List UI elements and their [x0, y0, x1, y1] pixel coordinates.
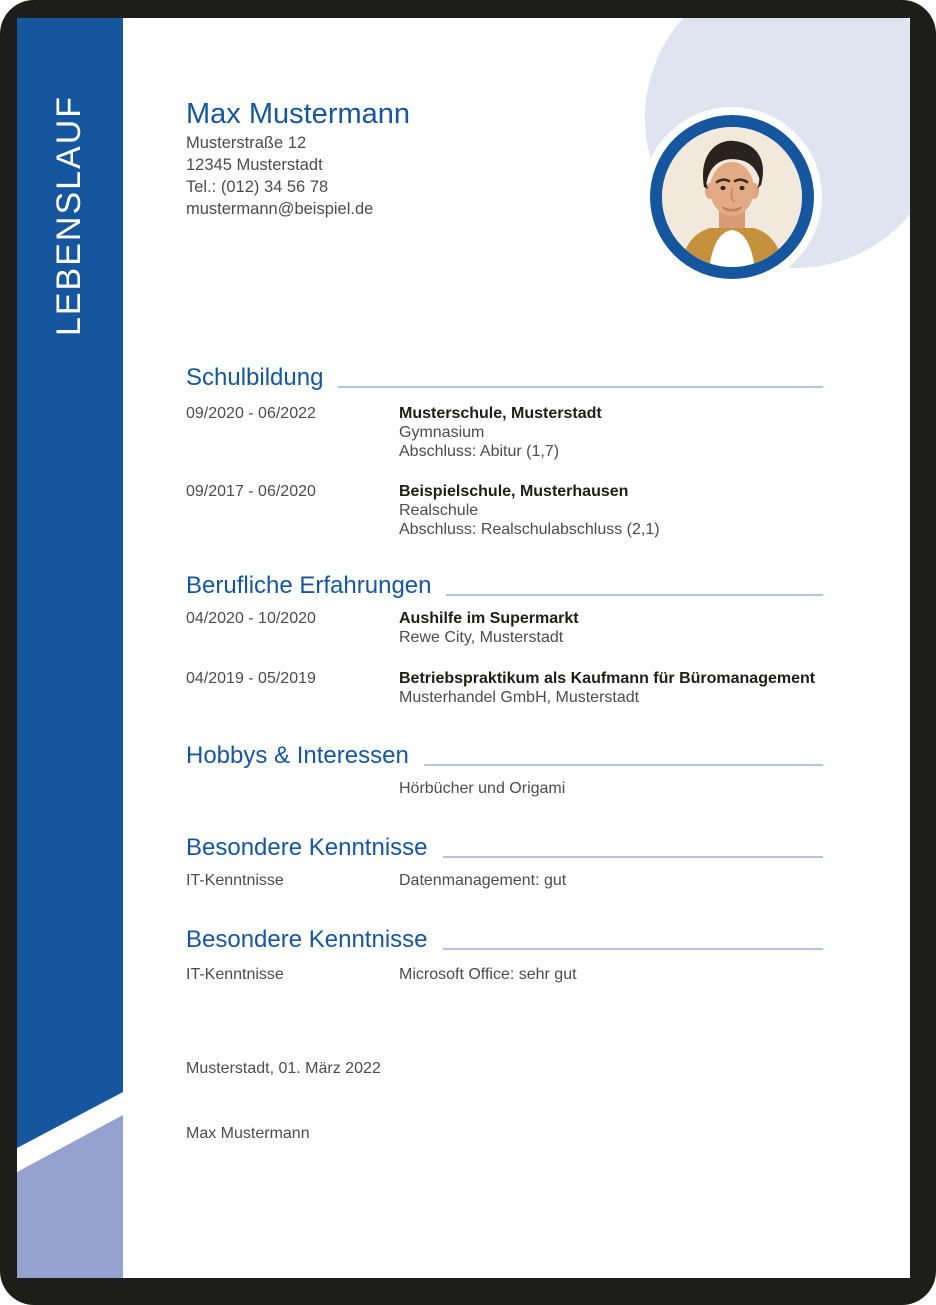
main-content: [186, 18, 823, 1143]
contact-block: [186, 132, 823, 220]
contact-email: mustermann@beispiel.de: [186, 200, 374, 218]
skill-row: [186, 965, 823, 984]
section-title: Berufliche Erfahrungen: [186, 572, 432, 599]
entry-row: [186, 609, 823, 647]
entry-body: [399, 669, 823, 707]
entry-row: [186, 779, 823, 798]
section-title: Hobbys & Interessen: [186, 742, 409, 769]
band-title-wrap: [17, 94, 123, 336]
entry-body: [399, 609, 823, 647]
skill-value: Datenmanagement: gut: [399, 872, 567, 889]
section-rule: [443, 856, 824, 858]
entry-title: Betriebspraktikum als Kaufmann für Büromanagement: [399, 670, 816, 687]
contact-city: 12345 Musterstadt: [186, 156, 323, 174]
signature-name: Max Mustermann: [186, 1125, 310, 1142]
entry-date: 09/2017 - 06/2020: [186, 483, 316, 500]
entry-date-empty: [186, 779, 399, 798]
cv-page: [17, 18, 910, 1278]
place-date-line: Musterstadt, 01. März 2022: [186, 1060, 381, 1077]
entry-title: Musterschule, Musterstadt: [399, 405, 602, 422]
section-heading-hobbys: [186, 741, 823, 771]
entry-detail: Rewe City, Musterstadt: [399, 629, 564, 646]
entry-title: Beispielschule, Musterhausen: [399, 483, 629, 500]
entry-row: [186, 482, 823, 539]
section-title: Besondere Kenntnisse: [186, 834, 428, 861]
entry-detail: Musterhandel GmbH, Musterstadt: [399, 689, 640, 706]
entry-date: 04/2020 - 10/2020: [186, 610, 316, 627]
entry-body: [399, 404, 823, 461]
entry-row: [186, 669, 823, 707]
skill-label: IT-Kenntnisse: [186, 966, 284, 983]
contact-street: Musterstraße 12: [186, 134, 307, 152]
section-rule: [443, 948, 824, 950]
section-title: Besondere Kenntnisse: [186, 926, 428, 953]
sidebar-band: [17, 18, 123, 1278]
entry-body: [399, 482, 823, 539]
entry-detail: Realschule: [399, 502, 479, 519]
entry-detail: Abschluss: Realschulabschluss (2,1): [399, 521, 660, 538]
entry-date: 09/2020 - 06/2022: [186, 405, 316, 422]
section-heading-berufliche-erfahrungen: [186, 571, 823, 601]
entry-row: [186, 404, 823, 461]
band-title: LEBENSLAUF: [50, 94, 89, 336]
skill-label: IT-Kenntnisse: [186, 872, 284, 889]
entry-title: Aushilfe im Supermarkt: [399, 610, 579, 627]
contact-phone: Tel.: (012) 34 56 78: [186, 178, 329, 196]
skill-value: Microsoft Office: sehr gut: [399, 966, 577, 983]
section-heading-besondere-kenntnisse-1: [186, 833, 823, 863]
section-title: Schulbildung: [186, 364, 324, 391]
section-rule: [424, 764, 823, 766]
entry-detail: Gymnasium: [399, 424, 485, 441]
section-heading-schulbildung: [186, 363, 823, 393]
page-title-name: Max Mustermann: [186, 98, 411, 130]
entry-detail: Abschluss: Abitur (1,7): [399, 443, 560, 460]
entry-date: 04/2019 - 05/2019: [186, 670, 316, 687]
hobby-value: Hörbücher und Origami: [399, 780, 566, 797]
section-rule: [446, 594, 823, 596]
section-rule: [338, 386, 823, 388]
section-heading-besondere-kenntnisse-2: [186, 925, 823, 955]
skill-row: [186, 871, 823, 890]
